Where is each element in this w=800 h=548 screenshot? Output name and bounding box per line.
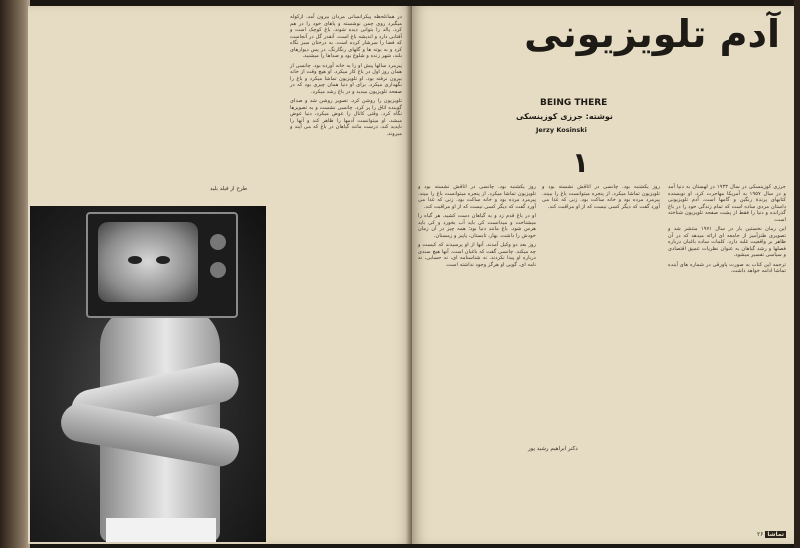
paragraph: روز یکشنبه بود. چانسی در اتاقش نشسته بود و تلویزیون تماشا میکرد. از پنجره میتوانست باغ را ببیند. پیرمرد مرده بود و خانه ساکت بود. زنی که غذا می آورد گفت که دیگر کسی نیست که از او مراقبت کند. [542, 184, 660, 210]
eye-icon [156, 256, 170, 264]
paragraph: او در باغ قدم زد و به گیاهان دست کشید. هر گیاه را میشناخت و میدانست کی باید آب بخورد و کی باید هرس شود. باغ مانند دنیا بود؛ همه چیز در آن زمان خودش را داشت. بهار، تابستان، پاییز و زمستان. [418, 213, 536, 239]
author-name-en: Jerzy Kosinski [536, 126, 587, 134]
magazine-name: تماشا [767, 531, 784, 538]
book-spine [0, 0, 30, 548]
translator-credit: دکتر ابراهیم رشید پور [528, 446, 578, 452]
paragraph: روز یکشنبه بود. چانسی در اتاقش نشسته بود و تلویزیون تماشا میکرد. از پنجره میتوانست باغ را ببیند. پیرمرد مرده بود و خانه ساکت بود. زنی که غذا می آورد گفت که دیگر کسی نیست که از او مراقبت کند. [418, 184, 536, 210]
photo-waistband [106, 518, 216, 542]
right-page [412, 6, 794, 544]
television-icon [86, 212, 238, 318]
page-footer [757, 531, 786, 538]
paragraph: ترجمه این کتاب به صورت پاورقی در شماره های آینده تماشا ادامه خواهد داشت. [668, 261, 786, 274]
left-page [28, 6, 412, 544]
tv-knob [210, 262, 226, 278]
paragraph: تلویزیون را روشن کرد. تصویر روشن شد و صدای گوینده اتاق را پر کرد. چانسی نشست و به تصویرها نگاه کرد. وقتی کانال را عوض میکرد، دنیا عوض میشد. او میتوانست آدمها را ظاهر کند و آنها را ناپدید کند، درست مانند گیاهان در باغ که می آیند و میروند. [290, 98, 402, 137]
photo-caption: طرح از فیلد بلید [210, 186, 248, 192]
paragraph: روز بعد دو وکیل آمدند. آنها از او پرسیدند که کیست و چه میکند. چانسی گفت که باغبان است. آنها هیچ سندی درباره او پیدا نکردند. نه شناسنامه ای، نه حسابی، نه نامه ای. گویی او هرگز وجود نداشته است. [418, 242, 536, 268]
article-title-en: BEING THERE [540, 98, 608, 108]
paragraph: جرزی کوزینسکی در سال ۱۹۳۳ در لهستان به دنیا آمد و در سال ۱۹۵۷ به آمریکا مهاجرت کرد. او نویسنده کتابهای پرندۀ رنگین و گامها است. آدم تلویزیونی داستان مردی ساده است که تمام زندگی خود را در باغ گذرانده و دنیا را فقط از پشت صفحه تلویزیون شناخته است. [668, 184, 787, 223]
article-byline: نوشته: جرزی کوزینسکی [516, 112, 613, 121]
chapter-number: ۱ [572, 146, 590, 179]
tv-knob [210, 234, 226, 250]
paragraph: این رمان نخستین بار در سال ۱۹۷۱ منتشر شد و تصویری طنزآمیز از جامعه ای ارائه میدهد که در آن ظاهر بر واقعیت غلبه دارد. کلمات ساده باغبان درباره فصلها و رشد گیاهان به عنوان نظریات عمیق اقتصادی و سیاسی تفسیر میشود. [668, 226, 786, 258]
right-page-text-column-2 [542, 184, 660, 524]
tv-screen [98, 222, 198, 302]
right-page-text-column-1 [418, 184, 536, 440]
page-number: ۲۶ [756, 531, 764, 538]
eye-icon [128, 256, 142, 264]
tv-head-photo [30, 206, 266, 542]
paragraph: در همانلحظه پیکرانسانی مردان بیرون آمد. ازکوله میگیرد روی چمن نوشسته و پاهای خود را در هم کرد. پالد را بتوانی دیده شوند. باغ کوچک است و آفتابی دارد و اندیشه باغ است. آنقدر گل در آنجاست که فضا را سرشار کرده است. به درختان سبز نگاه کرد و به بوته ها و گلهای رنگارنگ. در پس دیوارهای بلند، شهر زنده و شلوغ بود و صداها را میشنید. [290, 14, 402, 59]
paragraph: پیرمرد سالها پیش او را به خانه آورده بود. چانسی از همان روز اول در باغ کار میکرد. او هیچ وقت از خانه بیرون نرفته بود. او تلویزیون تماشا میکرد و باغ را نگهداری میکرد. برای او دنیا همان چیزی بود که در صفحه تلویزیون میدید و در باغ رشد میکرد. [290, 62, 402, 95]
right-page-text-column-3 [668, 184, 786, 524]
article-title-fa: آدم تلویزیونی [524, 12, 780, 56]
book-edge [794, 0, 800, 548]
left-page-text-column [290, 14, 402, 534]
